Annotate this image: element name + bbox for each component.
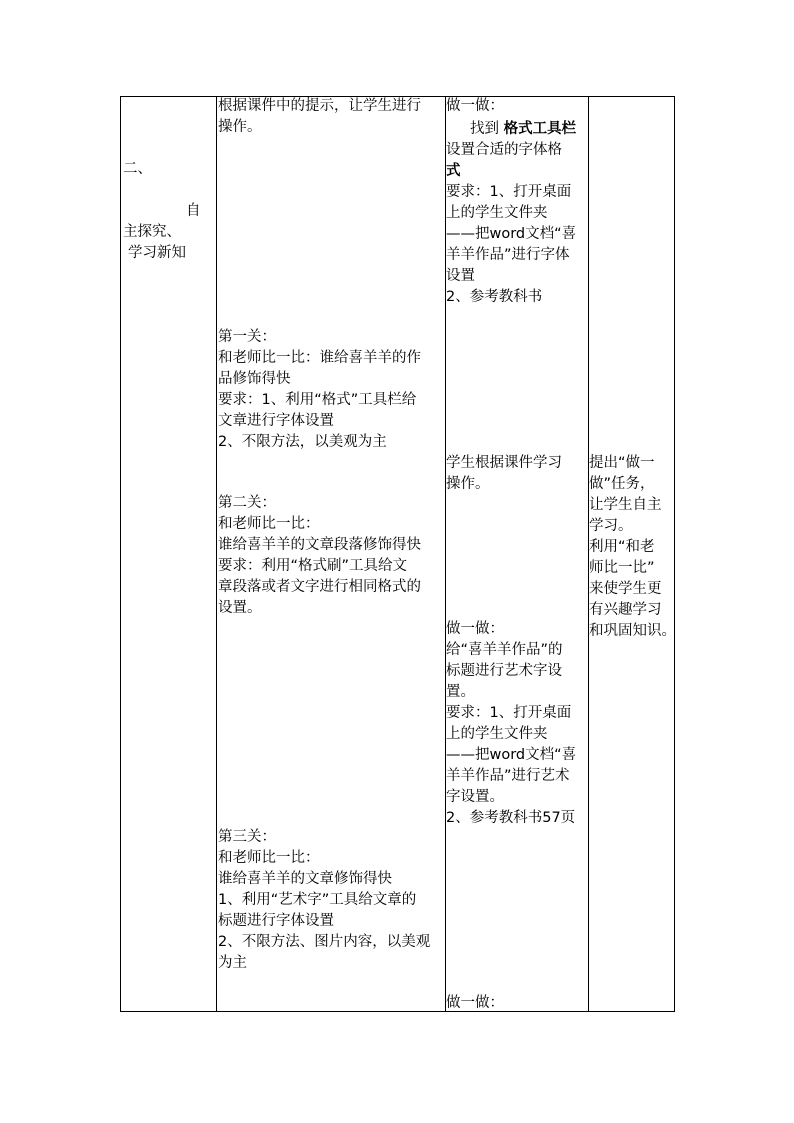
intent-line: 来使学生更	[589, 581, 662, 597]
stage3-line: 和老师比一比：	[218, 850, 320, 866]
stage3-line: 第三关：	[218, 829, 276, 845]
activity-heading: 做一做：	[446, 995, 504, 1011]
stage-label-text: 学习新知	[128, 245, 186, 261]
stage1-line: 文章进行字体设置	[218, 413, 334, 429]
intent-line: 师比一比”	[589, 560, 655, 576]
stage1-line: 品修饰得快	[218, 371, 291, 387]
stage3-line: 1、利用“艺术字”工具给文章的	[218, 892, 417, 908]
activity-line: 上的学生文件夹	[446, 205, 548, 221]
stage-label-text: 主探究、	[123, 224, 181, 240]
activity-line: 设置	[446, 268, 475, 284]
stage2-line: 设置。	[218, 600, 262, 616]
stage1-line: 2、不限方法，以美观为主	[218, 434, 387, 450]
activity-line: 要求：1、打开桌面	[446, 705, 572, 721]
activity-line: 学生根据课件学习	[446, 455, 562, 471]
activity-bold-text: 式	[446, 163, 461, 179]
stage2-line: 谁给喜羊羊的文章段落修饰得快	[218, 537, 421, 553]
activity-line: 操作。	[446, 476, 490, 492]
column-divider	[216, 97, 217, 1011]
stage3-line: 2、不限方法、图片内容，以美观	[218, 934, 431, 950]
intent-line: 做”任务，	[589, 476, 655, 492]
activity-line: 上的学生文件夹	[446, 726, 548, 742]
stage2-line: 第二关：	[218, 495, 276, 511]
activity-line	[470, 119, 576, 140]
intent-line: 利用“和老	[589, 539, 655, 555]
activity-line: 置。	[446, 684, 475, 700]
activity-bold-text: 格式工具栏	[503, 121, 577, 137]
stage3-line: 为主	[218, 955, 247, 971]
activity-line: 标题进行艺术字设	[446, 663, 562, 679]
stage3-line: 谁给喜羊羊的文章修饰得快	[218, 871, 392, 887]
stage-label-number: 二、	[123, 161, 152, 177]
stage1-line: 和老师比一比：谁给喜羊羊的作	[218, 350, 421, 366]
activity-line: 设置合适的字体格	[446, 142, 562, 158]
activity-line: 2、参考教科书57页	[446, 810, 576, 826]
stage2-line: 要求：利用“格式刷”工具给文	[218, 558, 408, 574]
stage1-line: 要求：1、利用“格式”工具栏给	[218, 392, 417, 408]
intent-line: 让学生自主	[589, 497, 662, 513]
stage3-line: 标题进行字体设置	[218, 913, 334, 929]
activity-line: 要求：1、打开桌面	[446, 184, 572, 200]
stage1-line: 第一关：	[218, 329, 276, 345]
intro-line: 操作。	[218, 119, 262, 135]
intent-line: 和巩固知识。	[589, 623, 676, 639]
intent-line: 学习。	[589, 518, 633, 534]
intent-line: 提出“做一	[589, 455, 655, 471]
stage-label-text: 自	[186, 203, 201, 219]
activity-line: 字设置。	[446, 789, 504, 805]
activity-line: 给“喜羊羊作品”的	[446, 642, 563, 658]
stage2-line: 和老师比一比：	[218, 516, 320, 532]
activity-line: 羊羊作品”进行艺术	[446, 768, 570, 784]
activity-text: 找到	[470, 121, 499, 137]
activity-heading: 做一做：	[446, 98, 504, 114]
intro-line: 根据课件中的提示，让学生进行	[218, 98, 421, 114]
activity-line: ——把word文档“喜	[446, 226, 577, 242]
intent-line: 有兴趣学习	[589, 602, 662, 618]
activity-line: 2、参考教科书	[446, 289, 543, 305]
stage2-line: 章段落或者文字进行相同格式的	[218, 579, 421, 595]
activity-line: 羊羊作品”进行字体	[446, 247, 570, 263]
activity-line: ——把word文档“喜	[446, 747, 577, 763]
activity-heading: 做一做：	[446, 621, 504, 637]
